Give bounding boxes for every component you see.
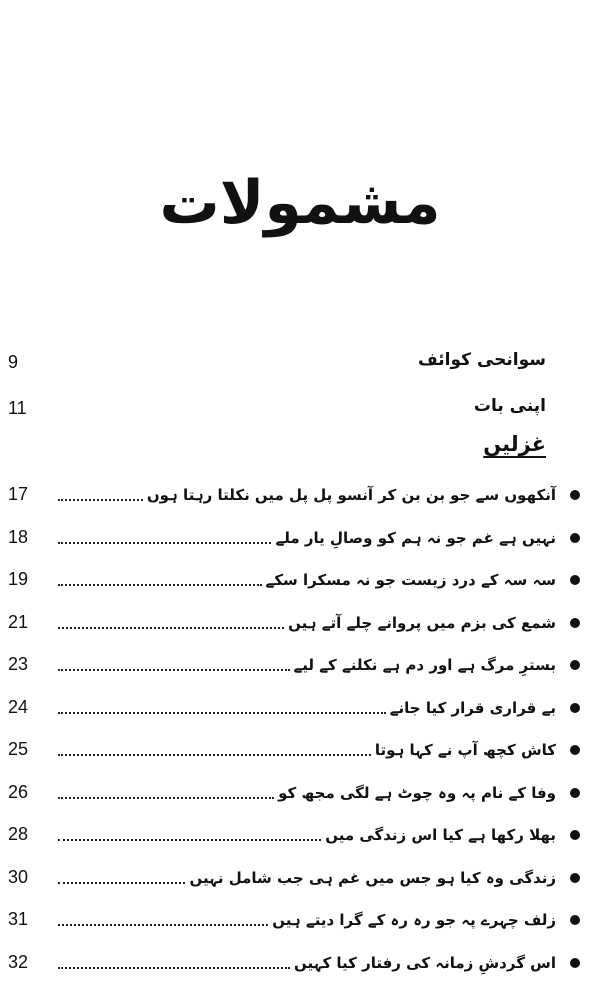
bullet-icon [570,915,580,925]
ghazal-title: بھلا رکھا ہے کیا اس زندگی میں [325,826,556,844]
bullet-icon [570,490,580,500]
dotted-leader [58,499,143,501]
bullet-icon [570,830,580,840]
toc-entry [0,561,600,604]
intro-title: اپنی بات [473,396,546,416]
ghazal-title: اس گردشِ زمانہ کی رفتار کیا کہیں [294,953,556,972]
entry-line [58,859,556,893]
toc-entry [0,944,600,987]
page-number: 9 [8,352,19,372]
page-number: 17 [8,484,29,504]
entry-line [58,901,556,935]
toc-entry [0,646,600,689]
toc-entry [0,476,600,519]
intro-row-preface [0,396,600,426]
toc-list [0,476,600,986]
dotted-leader [58,754,371,756]
bullet-icon [570,745,580,755]
dotted-leader [58,924,268,926]
dotted-leader [58,669,290,671]
page-number: 31 [8,909,29,929]
entry-line [58,476,556,510]
entry-line [58,944,556,978]
dotted-leader [58,712,386,714]
bullet-icon [570,873,580,883]
page-number: 30 [8,866,29,887]
dotted-leader [58,967,290,969]
dotted-leader [58,882,185,884]
bullet-icon [570,958,580,968]
bullet-icon [570,703,580,713]
intro-row-biography [0,350,600,380]
entry-line [58,519,556,553]
page-number: 26 [8,781,29,802]
page-number: 32 [8,951,29,972]
ghazal-title: نہیں ہے غم جو نہ ہم کو وصالِ یار ملے [275,528,556,547]
toc-entry [0,816,600,859]
page-number: 25 [8,739,29,759]
ghazal-title: کاش کچھ آپ نے کہا ہوتا [374,741,556,759]
page-number: 28 [8,824,29,844]
entry-line [58,689,556,723]
bullet-icon [570,533,580,543]
ghazal-title: سہ سہ کے درد زیست جو نہ مسکرا سکے [265,571,556,589]
page-number: 11 [8,398,27,418]
page-number: 19 [8,569,29,589]
dotted-leader [58,584,262,586]
ghazal-title: زندگی وہ کیا ہو جس میں غم ہی جب شامل نہیں [189,868,556,887]
page-title: مشمولات [159,168,441,238]
entry-line [58,604,556,638]
entry-line [58,731,556,765]
bullet-icon [570,618,580,628]
toc-entry [0,604,600,647]
toc-entry [0,689,600,732]
ghazal-title: بسترِ مرگ ہے اور دم ہے نکلنے کے لیے [293,656,556,674]
toc-entry [0,774,600,817]
ghazal-title: آنکھوں سے جو بن بن کر آنسو پل پل میں نکلتا رہتا ہوں [146,486,556,504]
dotted-leader [58,797,274,799]
entry-line [58,774,556,808]
toc-entry [0,731,600,774]
toc-entry [0,859,600,902]
dotted-leader [58,627,284,629]
page-number: 18 [8,526,29,547]
page-number: 23 [8,654,29,674]
bullet-icon [570,575,580,585]
toc-entry [0,519,600,562]
intro-title: سوانحی کوائف [418,350,546,370]
entry-line [58,816,556,850]
section-heading: غزلیں [483,432,546,456]
page-number: 21 [8,611,29,632]
dotted-leader [58,542,271,544]
page-number: 24 [8,696,29,717]
ghazal-title: بے قراری قرار کیا جانے [389,698,556,717]
toc-entry [0,901,600,944]
ghazal-title: زلف چہرے پہ جو رہ رہ کے گرا دیتے ہیں [272,911,556,929]
entry-line [58,646,556,680]
ghazal-title: وفا کے نام پہ وہ چوٹ ہے لگی مجھ کو [278,783,556,802]
bullet-icon [570,788,580,798]
ghazal-title: شمع کی بزم میں پروانے چلے آتے ہیں [288,613,556,632]
dotted-leader [58,839,321,841]
entry-line [58,561,556,595]
bullet-icon [570,660,580,670]
